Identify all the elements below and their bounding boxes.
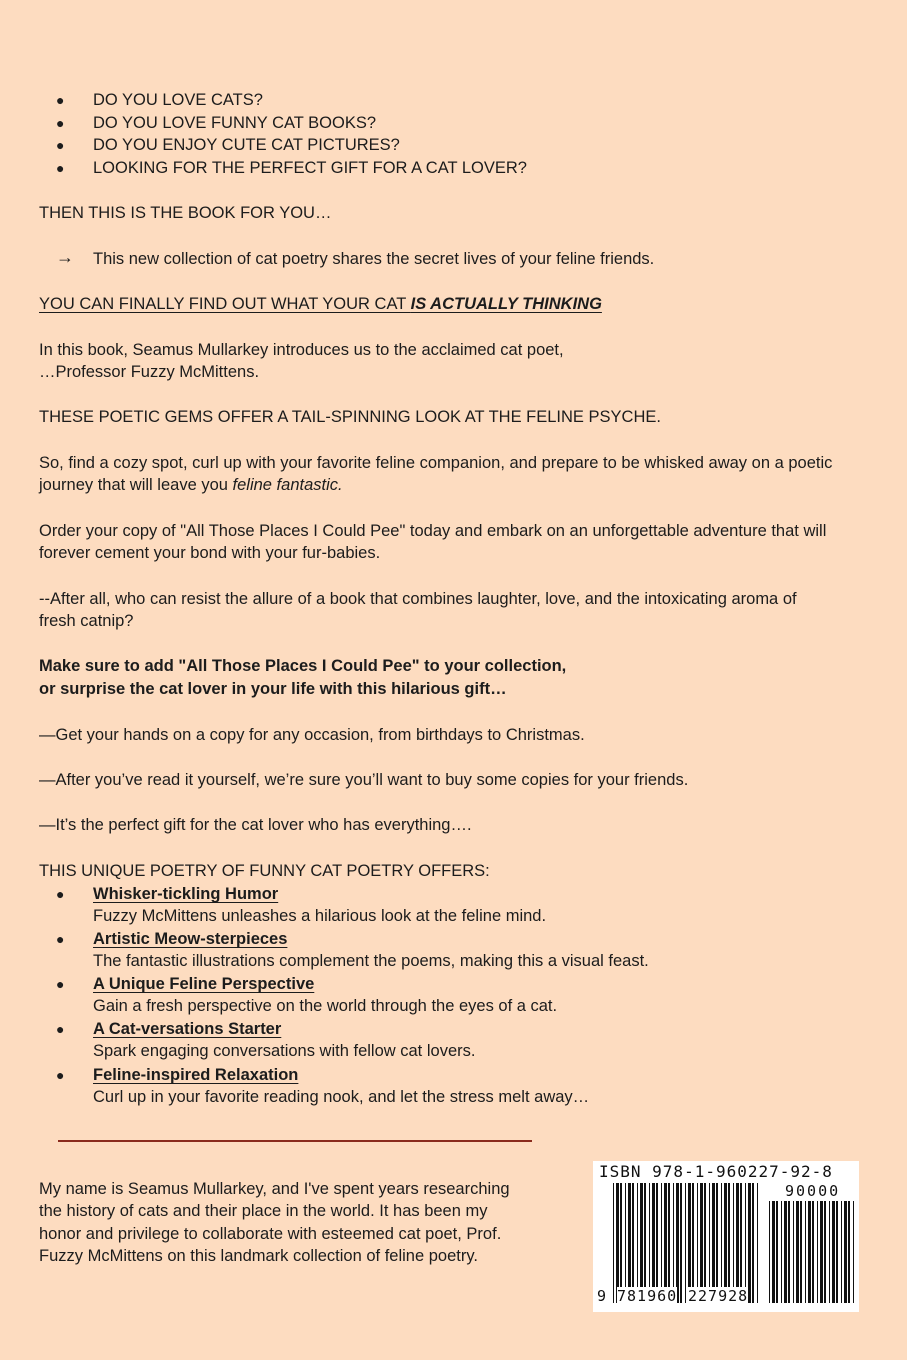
barcode-bar [805,1201,806,1303]
gems-line: THESE POETIC GEMS OFFER A TAIL-SPINNING LOOK AT THE FELINE PSYCHE. [39,408,661,426]
question-item: DO YOU LOVE FUNNY CAT BOOKS? [93,114,377,132]
barcode-bar [716,1183,718,1303]
price-code: 90000 [785,1182,841,1200]
isbn-barcode [593,1161,859,1312]
headline-prefix: YOU CAN FINALLY FIND OUT WHAT YOUR CAT [39,295,411,313]
barcode-bar [644,1183,646,1303]
afterall-line: --After all, who can resist the allure of a book that combines laughter, love, and the intoxicating aroma of [39,590,797,608]
intro-line: In this book, Seamus Mullarkey introduces us to the acclaimed cat poet, [39,341,564,359]
question-item: DO YOU LOVE CATS? [93,91,263,109]
barcode-bar [712,1183,715,1303]
barcode-bar [841,1201,842,1303]
barcode-bar [637,1183,638,1303]
bullet: ● [56,1067,65,1083]
offer-title: Whisker-tickling Humor [93,885,279,903]
offer-title: Feline-inspired Relaxation [93,1066,299,1084]
barcode-bar [688,1183,691,1303]
offer-desc: Curl up in your favorite reading nook, and let the stress melt away… [93,1088,590,1106]
bullet: ● [56,976,65,992]
barcode-bar [733,1183,734,1303]
barcode-bar [793,1201,794,1303]
barcode-bar [784,1201,787,1303]
barcode-bar [664,1183,667,1303]
barcode-bar [656,1183,658,1303]
offer-desc: Fuzzy McMittens unleashes a hilarious look at the feline mind. [93,907,547,925]
barcode-bar [757,1183,758,1303]
barcode-bar [673,1183,674,1303]
cozy-emphasis: feline fantastic. [232,476,343,494]
barcode-bar [700,1183,703,1303]
cozy-line: So, find a cozy spot, curl up with your favorite feline companion, and prepare to be whisked away on a poetic [39,454,833,472]
barcode-bar [685,1183,686,1303]
question-item: DO YOU ENJOY CUTE CAT PICTURES? [93,136,400,154]
arrow-line: This new collection of cat poetry shares the secret lives of your feline friends. [93,250,655,268]
barcode-bar [680,1183,682,1303]
bullet: ● [56,137,65,153]
barcode-bar [808,1201,811,1303]
barcode-bar [829,1201,830,1303]
divider [58,1140,532,1142]
offers-heading: THIS UNIQUE POETRY OF FUNNY CAT POETRY OFFERS: [39,862,490,880]
barcode-bar [728,1183,730,1303]
offer-title: A Unique Feline Perspective [93,975,315,993]
isbn-label: ISBN 978-1-960227-92-8 [599,1162,833,1181]
then-line: THEN THIS IS THE BOOK FOR YOU… [39,204,332,222]
barcode-bar [812,1201,814,1303]
offer-desc: The fantastic illustrations complement the poems, making this a visual feast. [93,952,649,970]
barcode-bar [820,1201,823,1303]
bio-line: Fuzzy McMittens on this landmark collection of feline poetry. [39,1247,478,1265]
headline [39,295,602,314]
barcode-bar [697,1183,698,1303]
offer-desc: Spark engaging conversations with fellow cat lovers. [93,1042,476,1060]
bullet: ● [56,1021,65,1037]
barcode-bar [640,1183,643,1303]
barcode-bar [625,1183,626,1303]
barcode-bar [740,1183,742,1303]
barcode-bar [724,1183,727,1303]
dash-line: —After you’ve read it yourself, we’re sure you’ll want to buy some copies for your friends. [39,771,689,789]
barcode-bar [652,1183,655,1303]
barcode-bar [668,1183,670,1303]
barcode-digits-left: 781960 [617,1287,678,1305]
barcode-digits-right: 227928 [688,1287,749,1305]
barcode-bar [628,1183,631,1303]
barcode-bar [721,1183,722,1303]
arrow-icon: → [56,247,74,267]
barcode-bar [848,1201,850,1303]
dash-line: —It’s the perfect gift for the cat lover who has everything…. [39,816,472,834]
offer-desc: Gain a fresh perspective on the world through the eyes of a cat. [93,997,558,1015]
bio-line: My name is Seamus Mullarkey, and I've spent years researching [39,1180,510,1198]
barcode-bar [620,1183,622,1303]
barcode-bar [649,1183,650,1303]
barcode-bar [676,1183,679,1303]
barcode-bar [769,1201,770,1303]
barcode-bar [613,1183,614,1303]
barcode-lead-digit: 9 [597,1287,607,1305]
bullet: ● [56,886,65,902]
cozy-line [39,476,343,495]
barcode-bar [796,1201,799,1303]
barcode-bar [692,1183,694,1303]
intro-line: …Professor Fuzzy McMittens. [39,363,260,381]
dash-line: —Get your hands on a copy for any occasion, from birthdays to Christmas. [39,726,585,744]
barcode-bar [788,1201,790,1303]
barcode-bar [616,1183,619,1303]
bold-cta-line: Make sure to add "All Those Places I Could Pee" to your collection, [39,657,567,675]
offer-title: Artistic Meow-sterpieces [93,930,288,948]
barcode-bar [800,1201,802,1303]
bullet: ● [56,92,65,108]
barcode-bar [748,1183,751,1303]
cozy-prefix: journey that will leave you [39,476,233,494]
barcode-bar [745,1183,746,1303]
barcode-bar [709,1183,710,1303]
barcode-bar [824,1201,826,1303]
question-item: LOOKING FOR THE PERFECT GIFT FOR A CAT LOVER? [93,159,527,177]
barcode-bar [781,1201,782,1303]
bio-line: the history of cats and their place in the world. It has been my [39,1202,488,1220]
barcode-bar [632,1183,634,1303]
bullet: ● [56,160,65,176]
barcode-bar [736,1183,739,1303]
bullet: ● [56,115,65,131]
barcode-bar [661,1183,662,1303]
bullet: ● [56,931,65,947]
barcode-bar [832,1201,835,1303]
barcode-bar [844,1201,847,1303]
barcode-bar [776,1201,778,1303]
barcode-bar [836,1201,838,1303]
headline-emphasis: IS ACTUALLY THINKING [410,295,602,313]
barcode-bar [772,1201,775,1303]
order-line: Order your copy of "All Those Places I Could Pee" today and embark on an unforgettable adventure that will [39,522,827,540]
barcode-bar [704,1183,706,1303]
offer-title: A Cat-versations Starter [93,1020,282,1038]
bold-cta-line: or surprise the cat lover in your life with this hilarious gift… [39,680,507,698]
barcode-bar [817,1201,818,1303]
barcode-bar [752,1183,754,1303]
bio-line: honor and privilege to collaborate with esteemed cat poet, Prof. [39,1225,502,1243]
barcode-bar [853,1201,854,1303]
order-line: forever cement your bond with your fur-babies. [39,544,381,562]
afterall-line: fresh catnip? [39,612,134,630]
